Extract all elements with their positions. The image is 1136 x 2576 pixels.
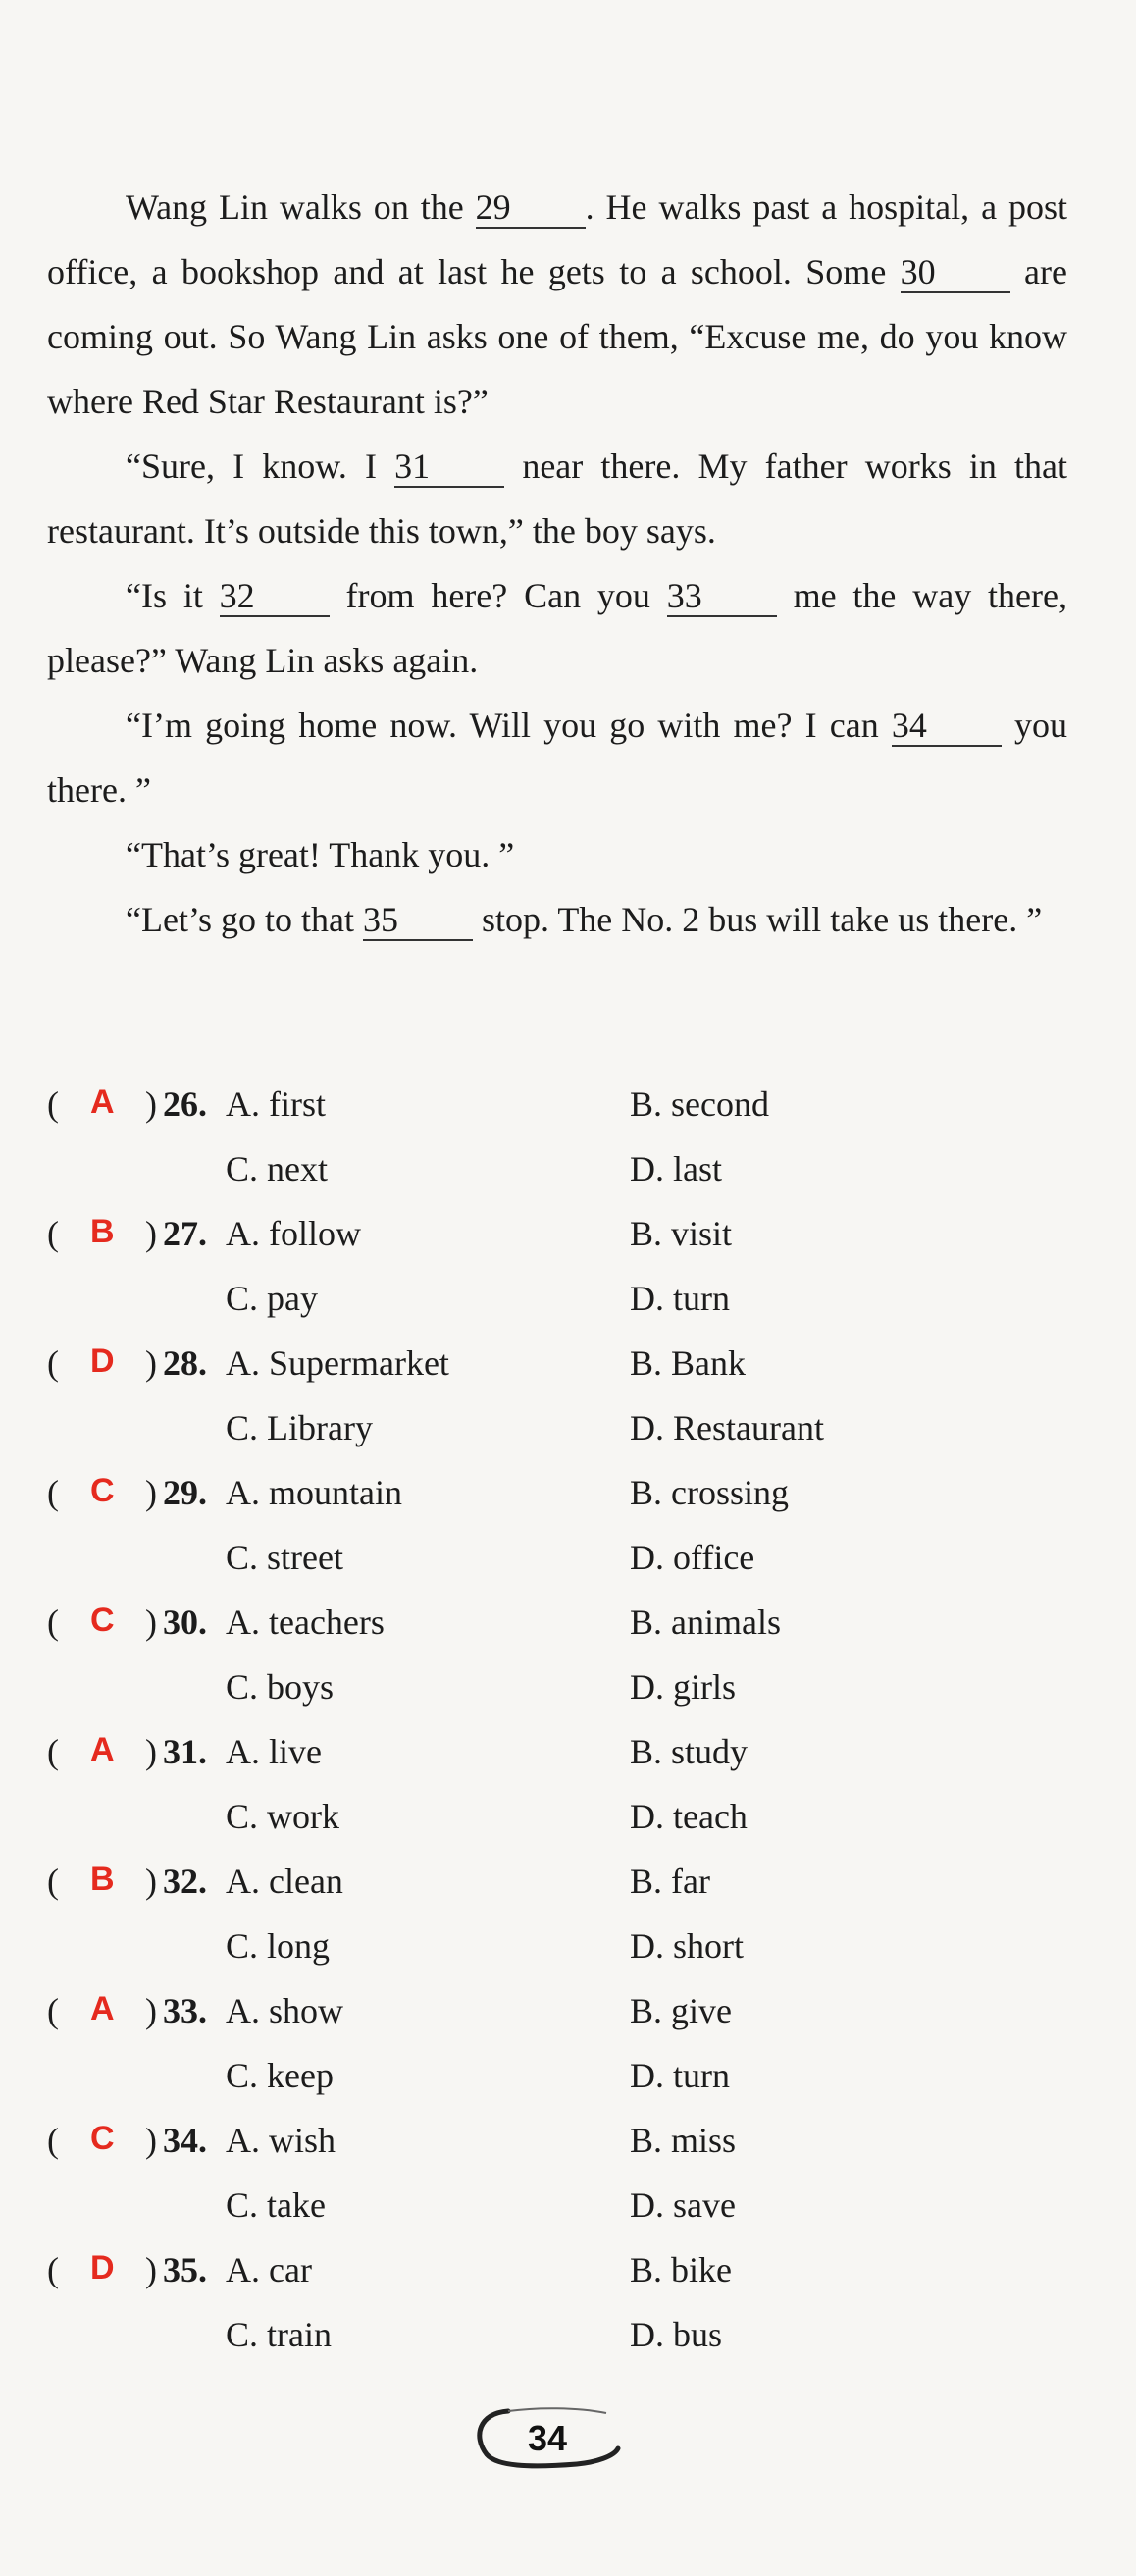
text: are coming out. So Wang Lin asks one of them, “Excuse me, do you know where Red Star Restaurant is?” (47, 252, 1067, 421)
question-number: 27. (163, 1214, 207, 1253)
option-b: B. miss (630, 2121, 737, 2160)
option-c: C. take (226, 2185, 326, 2225)
paragraph-1 (47, 175, 1067, 434)
close-paren: ) (145, 1473, 157, 1512)
text: . He walks past a hospital, a post office, a bookshop and at last he gets to a school. Some (47, 187, 1067, 291)
option-b: B. visit (630, 1214, 733, 1253)
paragraph-3 (47, 563, 1067, 693)
text: “I’m going home now. Will you go with me? I can (126, 706, 892, 745)
option-d: D. short (630, 1926, 744, 1966)
question-number: 29. (163, 1473, 207, 1512)
blank-32: 32 (220, 576, 330, 617)
option-a: A. clean (226, 1862, 343, 1901)
blank-30: 30 (901, 252, 1010, 293)
option-a: A. mountain (226, 1473, 402, 1512)
text: “Is it (126, 576, 220, 615)
answer-letter: A (90, 1731, 115, 1768)
option-d: D. turn (630, 1279, 730, 1318)
text: Wang Lin walks on the (126, 187, 476, 227)
answer-letter: C (90, 1472, 115, 1509)
option-c: C. long (226, 1926, 331, 1966)
paragraph-4 (47, 693, 1067, 822)
question-row-second (47, 2314, 1087, 2379)
question-row (47, 1861, 1087, 1925)
question-list (47, 1083, 1087, 2379)
question-row (47, 2249, 1087, 2314)
blank-33: 33 (667, 576, 777, 617)
question-row (47, 1990, 1087, 2055)
question-row (47, 2120, 1087, 2184)
answer-letter: A (90, 1083, 115, 1121)
open-paren: ( (47, 1991, 59, 2030)
blank-29: 29 (476, 187, 586, 229)
close-paren: ) (145, 2121, 157, 2160)
option-d: D. girls (630, 1667, 736, 1707)
paragraph-2 (47, 434, 1067, 563)
option-b: B. second (630, 1084, 769, 1124)
option-b: B. crossing (630, 1473, 789, 1512)
question-row (47, 1083, 1087, 1148)
question-number: 26. (163, 1084, 207, 1124)
option-d: D. turn (630, 2056, 730, 2095)
text: you there. ” (47, 706, 1067, 810)
question-row (47, 1731, 1087, 1796)
option-b: B. study (630, 1732, 749, 1771)
answer-letter: A (90, 1990, 115, 2027)
text: “Sure, I know. I (126, 447, 395, 486)
option-c: C. pay (226, 1279, 318, 1318)
text: me the way there, please?” Wang Lin asks again. (47, 576, 1068, 680)
answer-letter: C (90, 1602, 115, 1639)
close-paren: ) (145, 1862, 157, 1901)
option-c: C. train (226, 2315, 332, 2354)
cloze-passage (47, 175, 1067, 952)
close-paren: ) (145, 1603, 157, 1642)
paragraph-6 (47, 887, 1067, 952)
option-b: B. far (630, 1862, 710, 1901)
question-row-second (47, 1537, 1087, 1602)
option-a: A. follow (226, 1214, 361, 1253)
option-d: D. bus (630, 2315, 723, 2354)
open-paren: ( (47, 1862, 59, 1901)
answer-letter: D (90, 1342, 115, 1380)
close-paren: ) (145, 2250, 157, 2289)
option-b: B. Bank (630, 1343, 747, 1383)
question-row-second (47, 1148, 1087, 1213)
close-paren: ) (145, 1214, 157, 1253)
option-a: A. wish (226, 2121, 336, 2160)
text: “That’s great! Thank you. ” (126, 835, 515, 874)
open-paren: ( (47, 1473, 59, 1512)
open-paren: ( (47, 1603, 59, 1642)
open-paren: ( (47, 2121, 59, 2160)
blank-31: 31 (394, 447, 504, 488)
open-paren: ( (47, 1343, 59, 1383)
paragraph-5 (47, 822, 1067, 887)
option-d: D. teach (630, 1797, 748, 1836)
question-number: 30. (163, 1603, 207, 1642)
option-d: D. office (630, 1538, 755, 1577)
option-a: A. Supermarket (226, 1343, 449, 1383)
option-a: A. show (226, 1991, 344, 2030)
open-paren: ( (47, 2250, 59, 2289)
answer-letter: B (90, 1861, 115, 1898)
question-row-second (47, 2055, 1087, 2120)
question-number: 31. (163, 1732, 207, 1771)
question-row (47, 1602, 1087, 1666)
option-b: B. bike (630, 2250, 732, 2289)
option-a: A. teachers (226, 1603, 385, 1642)
question-row-second (47, 1278, 1087, 1342)
question-row-second (47, 1796, 1087, 1861)
question-number: 34. (163, 2121, 207, 2160)
option-c: C. keep (226, 2056, 334, 2095)
question-row-second (47, 1407, 1087, 1472)
question-number: 33. (163, 1991, 207, 2030)
question-row (47, 1213, 1087, 1278)
option-b: B. animals (630, 1603, 781, 1642)
blank-34: 34 (892, 706, 1002, 747)
question-row-second (47, 2184, 1087, 2249)
question-number: 32. (163, 1862, 207, 1901)
close-paren: ) (145, 1343, 157, 1383)
option-c: C. boys (226, 1667, 335, 1707)
text: “Let’s go to that (126, 900, 363, 939)
option-c: C. street (226, 1538, 343, 1577)
blank-35: 35 (363, 900, 473, 941)
option-c: C. Library (226, 1408, 373, 1447)
question-row-second (47, 1925, 1087, 1990)
question-row (47, 1342, 1087, 1407)
text: near there. My father works in that restaurant. It’s outside this town,” the boy says. (47, 447, 1067, 551)
text: stop. The No. 2 bus will take us there. ” (472, 900, 1043, 939)
answer-letter: B (90, 1213, 115, 1250)
option-b: B. give (630, 1991, 732, 2030)
question-row (47, 1472, 1087, 1537)
text: from here? Can you (329, 576, 667, 615)
open-paren: ( (47, 1732, 59, 1771)
option-d: D. Restaurant (630, 1408, 824, 1447)
open-paren: ( (47, 1214, 59, 1253)
question-number: 28. (163, 1343, 207, 1383)
option-a: A. live (226, 1732, 322, 1771)
close-paren: ) (145, 1084, 157, 1124)
page-number: 34 (528, 2418, 568, 2458)
close-paren: ) (145, 1732, 157, 1771)
option-d: D. last (630, 1149, 722, 1188)
open-paren: ( (47, 1084, 59, 1124)
answer-letter: C (90, 2120, 115, 2157)
question-row-second (47, 1666, 1087, 1731)
option-c: C. work (226, 1797, 339, 1836)
answer-letter: D (90, 2249, 115, 2287)
option-a: A. car (226, 2250, 312, 2289)
option-d: D. save (630, 2185, 736, 2225)
question-number: 35. (163, 2250, 207, 2289)
option-c: C. next (226, 1149, 328, 1188)
option-a: A. first (226, 1084, 326, 1124)
close-paren: ) (145, 1991, 157, 2030)
